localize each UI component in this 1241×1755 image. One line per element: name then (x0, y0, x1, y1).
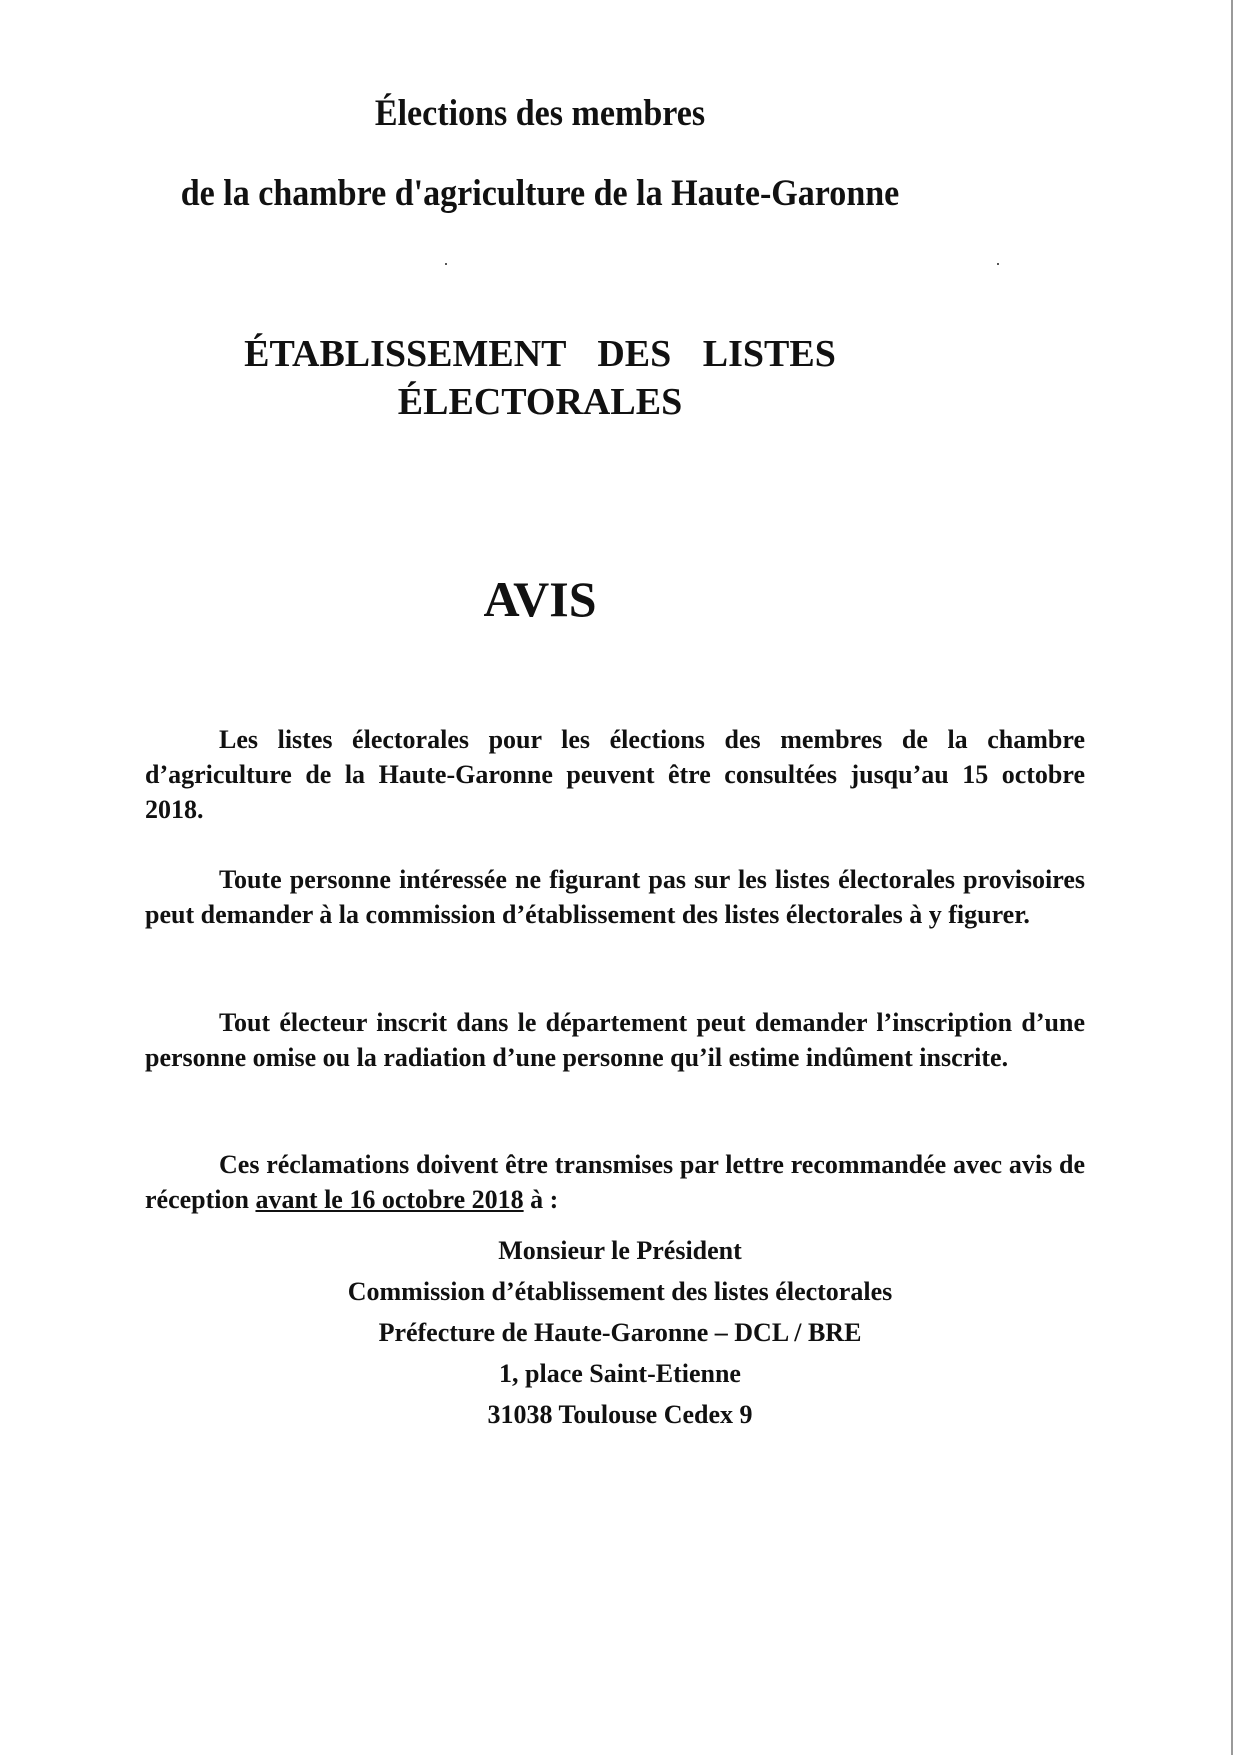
paragraph-consultation (145, 722, 1085, 827)
paragraph-text: Toute personne intéressée ne figurant pas sur les listes électorales provisoires peut demander à la commission d’établissement des listes électorales à y figurer. (145, 865, 1085, 929)
address-recipient: Monsieur le Président (498, 1236, 742, 1265)
paragraph-claims-deadline (145, 1147, 1085, 1217)
address-prefecture: Préfecture de Haute-Garonne – DCL / BRE (378, 1318, 862, 1347)
postal-address (0, 1230, 1240, 1435)
paragraph-text: Tout électeur inscrit dans le département peut demander l’inscription d’une personne omise ou la radiation d’une personne qu’il estime indûment inscrite. (145, 1008, 1085, 1072)
paragraph-text: Ces réclamations doivent être transmises par lettre recommandée avec avis de réception (145, 1150, 1085, 1214)
section-heading-line-2: ÉLECTORALES (397, 381, 683, 423)
address-city: 31038 Toulouse Cedex 9 (487, 1400, 753, 1429)
paragraph-voter-rights (145, 1005, 1085, 1075)
document-title-line-1: Élections des membres (374, 93, 706, 134)
scanned-page-edge (1231, 0, 1233, 1755)
scan-speck (997, 263, 999, 265)
section-heading (0, 330, 1080, 426)
paragraph-text: à : (523, 1185, 559, 1214)
section-heading-line-1: ÉTABLISSEMENT DES LISTES (244, 333, 836, 375)
deadline-date: avant le 16 octobre 2018 (255, 1185, 524, 1214)
address-street: 1, place Saint-Etienne (499, 1359, 741, 1388)
scan-speck (445, 263, 447, 265)
address-commission: Commission d’établissement des listes électorales (347, 1277, 893, 1306)
notice-title: AVIS (483, 571, 597, 627)
document-title-line-2: de la chambre d'agriculture de la Haute-Garonne (180, 173, 900, 214)
paragraph-text: Les listes électorales pour les élections des membres de la chambre d’agriculture de la Haute-Garonne peuvent être consultées jusqu’au 15 octobre 2018. (145, 725, 1085, 824)
paragraph-registration-request (145, 862, 1085, 932)
